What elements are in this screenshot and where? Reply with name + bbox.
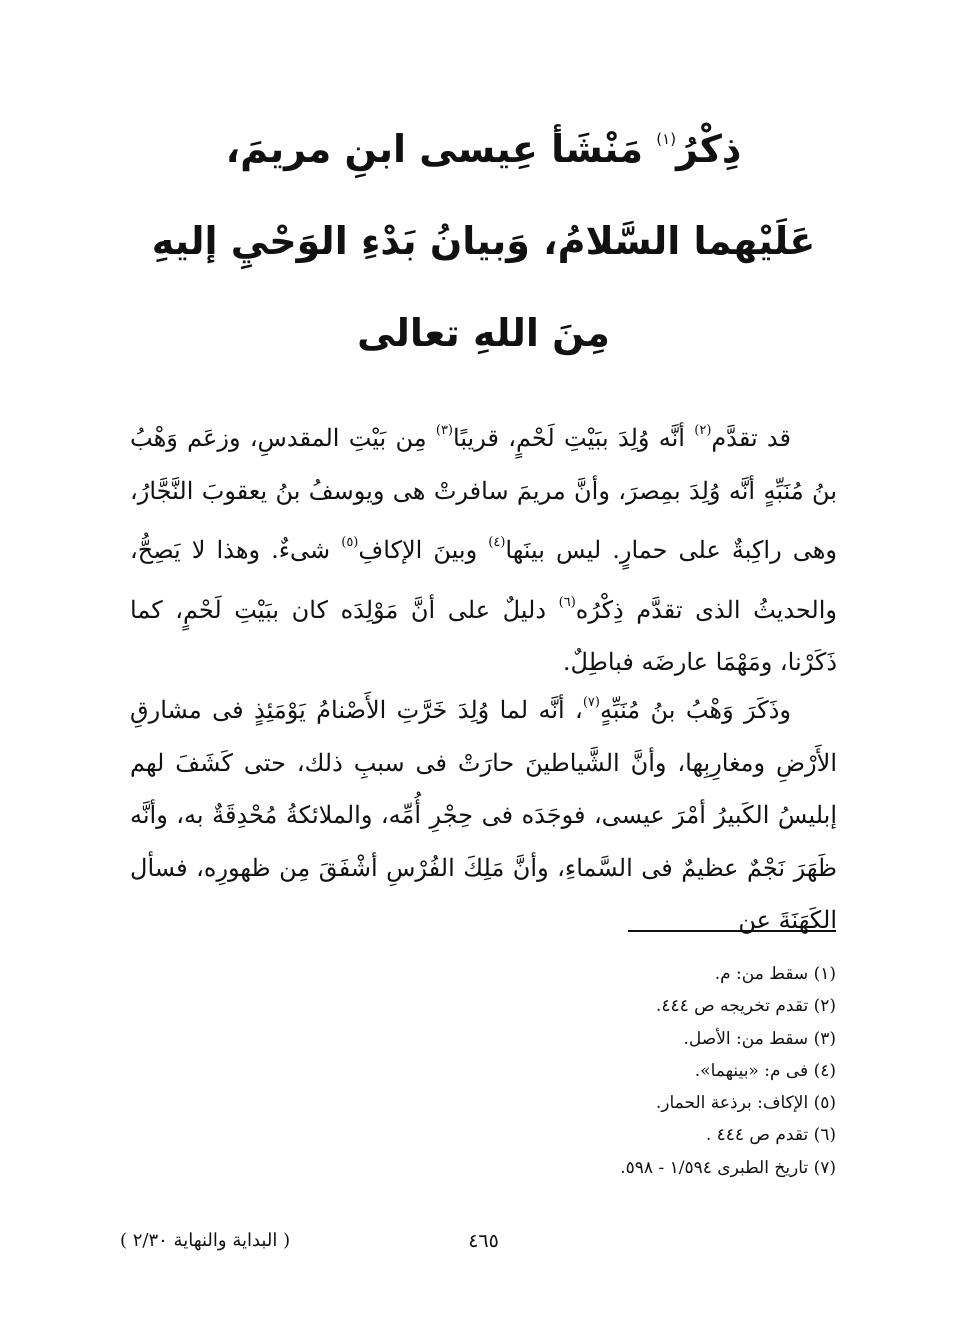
title-rest: مَنْشَأ عِيسى ابنِ مريمَ، [225, 127, 644, 171]
text-segment: أنَّه وُلِدَ ببَيْتِ لَحْمٍ، قريبًا [453, 424, 695, 452]
running-title: ( البداية والنهاية ٢/٣٠ ) [120, 1230, 291, 1251]
title-footnote-ref: (١) [656, 130, 677, 148]
paragraph-2 [130, 677, 837, 947]
footnote-item: (١) سقط من: م. [714, 964, 836, 984]
text-segment: دليلٌ على أنَّ مَوْلِدَه كان ببَيْتِ لَحْمٍ، كما ذَكَرْنا، ومَهْمَا عارضَه فباطِلٌ. [130, 595, 837, 677]
paragraph-1 [130, 405, 837, 689]
text-segment: وذَكَرَ وَهْبُ بنُ مُنَبِّهٍ [599, 696, 791, 724]
footnote-item: (٥) الإكاف: برذعة الحمار. [655, 1093, 836, 1114]
footnote-item: (٦) تقدم ص ٤٤٤ . [705, 1125, 836, 1146]
footnote-item: (٢) تقدم تخريجه ص ٤٤٤. [655, 996, 836, 1017]
text-segment: ، أنَّه لما وُلِدَ خَرَّتِ الأَصْنامُ يَوْمَئِذٍ فى مشارقِ الأَرْضِ ومغارِبِها، وأنَّ الشَّياطينَ حارَتْ فى سببِ ذلك، حتى كَشَفَ لهم إبليسُ الكَبيرُ أمْرَ عيسى، فوجَدَه فى حِجْرِ أُمِّه، والملائكةُ مُحْدِقَةٌ به، وأنَّه ظَهَرَ نَجْمٌ عظيمٌ فى السَّماءِ، وأنَّ مَلِكَ الفُرْسِ أشْفَقَ مِن ظهورِه، فسأل الكَهَنَةَ عن [130, 696, 837, 935]
footnote-item: (٧) تاريخ الطبرى ١/٥٩٤ - ٥٩٨. [620, 1157, 836, 1178]
text-segment: مِن بَيْتِ المقدسِ، وزعَم وَهْبُ بنُ مُنَبِّهٍ أنَّه وُلِدَ بمِصرَ، وأنَّ مريمَ سافرتْ هى ويوسفُ بنُ يعقوبَ النَّجَّارُ، وهى راكِبةٌ على حمارٍ. ليس بينَها [130, 424, 837, 565]
footnote-ref: (٤) [488, 535, 506, 551]
page-footer [120, 1230, 847, 1260]
chapter-title-line-2: عَلَيْهما السَّلامُ، وَبيانُ بَدْءِ الوَحْيِ إليهِ [151, 219, 816, 263]
text-segment: وبينَ الإكافِ [358, 536, 489, 565]
footnote-ref: (٧) [582, 695, 600, 710]
text-segment: قد تقدَّم [711, 424, 792, 452]
footnote-ref: (٢) [694, 423, 712, 438]
chapter-title-line-1 [130, 127, 837, 171]
text-segment: شىءٌ. وهذا لا يَصِحُّ، والحديثُ الذى تقدَّم ذِكْرُه [130, 536, 837, 624]
chapter-title-line-3: مِنَ اللهِ تعالى [357, 311, 610, 355]
footnotes-list [236, 958, 836, 1184]
footnote-item: (٤) فى م: «بينهما». [694, 1060, 836, 1081]
footnote-item: (٣) سقط من: الأصل. [683, 1028, 836, 1049]
title-word: ذِكْرُ [676, 127, 742, 171]
footnote-ref: (٣) [435, 423, 453, 438]
page-number: ٤٦٥ [468, 1230, 499, 1252]
footnote-divider [628, 930, 836, 932]
footnote-ref: (٥) [341, 535, 359, 551]
footnote-ref: (٦) [558, 594, 576, 610]
